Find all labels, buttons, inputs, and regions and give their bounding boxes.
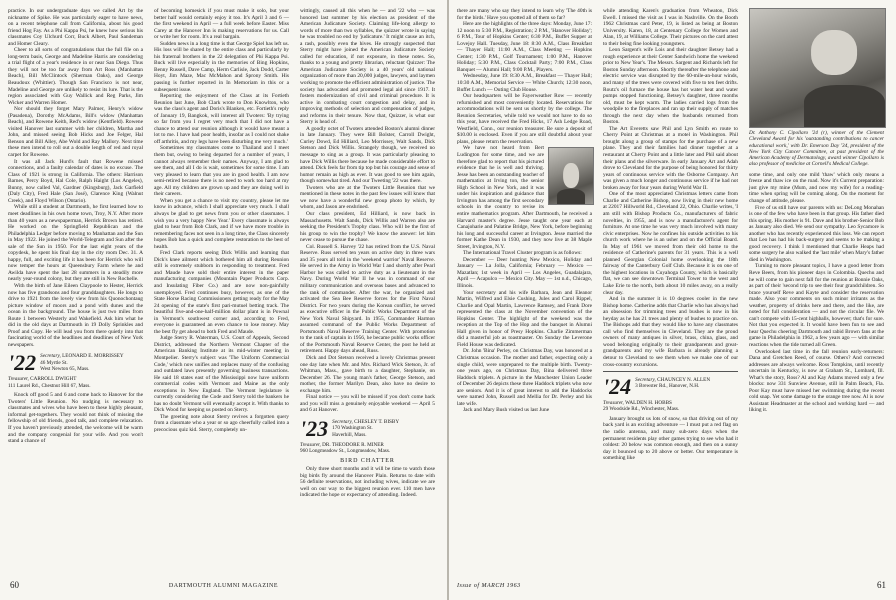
magazine-title: DARTMOUTH ALUMNI MAGAZINE <box>168 583 279 589</box>
left-page <box>0 0 447 600</box>
paragraph: A goodly octet of Twoters attended Boston's alumni dinner in late January. They were Bill Bolster, Carroll Dwight, Curley Dowd, Ed Hilliard, Leo Morrissey, Walt Sands, Dick Stetson and Dick Willis. Strangely though, we received no message to sing as a group. It was particularly pleasing to have Dick Willis there because he made considerable effort to attend. Dick feels far from tip top but his courage and sense of humor remain as high as ever. It was good to see him again, though somewhat tired. And our Tweeting '22 was there. <box>300 125 435 185</box>
paragraph: The Art Everetts saw Phil and Lyn Smith en route to Cherry Point at Christmas at a motel in Washington. Phil brought along a group of stamps for the purchase of a new plane. They and their families had dinner together at a restaurant at Cherry Point and a little later and Phil said about their plans and the silverware. In early January Art and Adah drove to Cleveland for the purpose of being honored for thirty years of continuous service with the Osborne Company. Art was given a much longer and continuous service if he had not broken away for four years during World War II. <box>603 125 738 191</box>
paragraph: Leon Sargent's wife Lois and their daughter Betsey had a rough experience at their Center Sandwich home the weekend prior to New Year's. The Messrs. Sargent and Richards left for Boston Sunday afternoon. Shortly thereafter the telephone and electric service was disrupted by the 60-mile-an-hour winds, and many of the trees were covered with five to ten feet drifts. Routz's oil furnace the house has hot water heat and water pumps stopped functioning. Betsey's daughter, three months old, must be kept warm. The ladies carried logs from the woodpile to the fireplaces and ran up their supply of matches through the next day when the husbands returned from Boston. <box>603 47 738 126</box>
treasurer-name: WALDEN H. HOBBS <box>625 400 672 407</box>
left-column-3 <box>300 8 435 499</box>
treasurer-address: 111 Laurel Rd., Chestnut Hill 67, Mass. <box>8 382 91 389</box>
class-year-number: '22 <box>8 350 37 376</box>
paragraph: Our class president, Ed Hilliard, is now back in Massachusetts. Walt Sands, Dick Willis and Warren also are seeking the President's Trophy class. Who will be the first of his group to win the trophy? We know the answer: let him never cease to pursue the chase. <box>300 210 435 244</box>
left-column-1 <box>8 8 143 445</box>
photo-person-face <box>811 30 857 75</box>
right-page-footer <box>449 576 896 590</box>
class-officers <box>332 419 399 438</box>
secretary-name: CHESLEY T. BISBY <box>354 418 400 425</box>
treasurer-address: 960 Longmeadow St., Longmeadow, Mass. <box>300 448 391 455</box>
paragraph: The greeting note about Sterry revives a forgotten query from a classmate who a year or so ago cheerfully called into a precocious quiz kid. Sterry, completely un- <box>154 413 289 433</box>
left-column-2 <box>154 8 289 434</box>
paragraph: December — Deer hunting New Mexico, Holiday and January — La Jolla, California; February — Mexico — Mazatlan; 1st week in April — Los Angeles, Guadalajara, April — Acapulco — Mexico City. May — 1st n.d., Chicago, Illinois. <box>457 256 592 289</box>
issue-title: Issue of MARCH 1963 <box>457 583 521 589</box>
photo-person-body <box>804 85 885 127</box>
paragraph: One of the most appreciated Christmas letters came from Charlie and Catherine Bishop, now living in their new home at 22017 Hillworld Rd., Cleveland 22, Ohio. Charlie writes, 'I am still with Bishop Products Co., manufacturers of fabric novelties, in 1955, and is now a manufacturer's agent for furniture. At one time he was very much involved with many civic enterprises. Now he confines his outside activities to his church work where he is an usher and on the Official Board. In May of 1961 we moved from their old home to the residence of Catherine's parents for 31 years. This is a well planned Georgian Colonial home overlooking the 18th fairway of the Canterbury Golf Club. Because it is on one of the highest locations in Cuyahoga County, which is basically flat, we can see downtown Terminal Tower to the west and Lake Erie to the north, both about 10 miles away, on a really clear day. <box>603 191 738 296</box>
paragraph: With the birth of Jane Eileen Claypoole to Hester, Herrick now has five grandsons and four granddaughters. He longs to drive to 1921 from the lovely view from his Quonochontaug picture window of moors and a pond with dunes and the ocean in the background. The house is just two miles from Route 1 between Westerly and Wakefield. Ask him what he did in the old days at Dartmouth in 19 Dolly Sprinkles and Proof and Copy. He will lead you from there quietly into that fascinating world of the headlines and deadlines of New York newspapers. <box>8 282 143 348</box>
section-subheading: BIRD CHATTER <box>340 457 395 464</box>
right-page <box>449 0 896 600</box>
section-divider <box>603 371 738 372</box>
paragraph: Knock off good 5 and 6 and come back to Hanover for the Twoters' Little Reunion. No nudging is necessary to classmates and wives who have been to these highly pleasant, informal get-togethers. They would not think of missing the fellowship of old friends, good talk, and complete relaxation. If you haven't previously attended, the welcome will be warm and the company congenial for your wife. And you won't stand a chance of <box>8 392 143 445</box>
right-column-1 <box>457 8 592 414</box>
page-number: 60 <box>10 580 19 590</box>
secretary-label: Secretary, <box>40 353 61 360</box>
class-1924-header <box>603 374 738 400</box>
secretary-label: Secretary, <box>332 418 353 425</box>
paragraph: wittingly, caused all this when he — and '22 who — was honored last summer by his election as president of the American Judicature Society. Claiming life-long allergy to words of more than two syllables, the quizzer wrote in saying he was troubled no end by 'judicature.' It might cause an itch, a rash, possibly even the hives. He strongly suspected that Sterry might have joined the American Judicature Society called for education, if not exposure, in these notes. So, thanks to a young and pretty librarian, reluctant Quizzer: The American Judicature Society is a 40 years' old national organization of more than 20,000 judges, lawyers, and laymen working to promote the efficient administration of justice. The society has advocated and promoted legal aid since 1917. It fosters modernization of civil and criminal procedure. It is active in combating court congestion and delay, and in improving methods of selection and compensation of judges, and reforms in their tenure. Now that, Quizzer, is what our Sterry is head of. <box>300 8 435 126</box>
paragraph: Dr. John 'Bina' Perley, on Christmas Day, was honored at a Christmas occasion. The mother and father, expecting only a single child, were unprepared to the multiple birth. Twenty-one years ago, on Christmas Day, Bina delivered three Haddock triplets. A picture in the Manchester Union Leader of December 26 depicts these three Haddock triplets who now are seniors. And it is of great interest to add the Haddocks were named John, Russell and Mellia for Dr. Perley and his late wife. <box>457 348 592 407</box>
paragraph: Turning to more pleasant topics, I have a good letter from Reve Beers, from his pioneer days in Colombia. Quechu and he will come to gain next fall for the reunion at Bonnie Oaks, as part of their 'second trip to see their four grandchildren. So brace yourself Reve and Kayte and consider the reservation made. Also your comments on such minor irritants as the weather, property of drinks here and there, and the like, are noted for full consideration — and not the circular file. We can't compete with 15-cent highballs, however; that's for sure. Not that you expected it. It would have been fun to see and hear Quechu cheering Dartmouth and rabid Brown fans at the game in Philadelphia in 1962, a few years ago — with similar reactions when the tide turned all Green. <box>749 263 884 348</box>
paragraph: some time, and only one mild 'thaw' which only means a freeze and thaw ice on the road. Now it's Current preparation: just give my mine (Mum, and now my wife) for a reading-time when spring will be coming along. On the moment for change of attitude, please. <box>749 171 884 204</box>
secretary-city: West Newton 65, Mass. <box>40 366 90 373</box>
class-1923-header <box>300 415 435 441</box>
paragraph: Our headquarters will be Fayerweather Row — recently refurnished and most conveniently located. Reservations for accommodations will be sent us shortly by the college. The Reunion Secretaries, while told we would not have to do so this year, have received the Fred Hicks, 17 Ash Ledge Road, Westfield, Conn., our reunion treasurer. Be sure a deposit of $10.00 is enclosed. Even if you are still doubtful about your plans, please return the reservation. <box>457 93 592 145</box>
class-officers <box>635 377 710 390</box>
class-year-number: '23 <box>300 415 329 441</box>
secretary-address: 3 Brewster Rd., Hanover, N.H. <box>635 383 700 390</box>
treasurer-label: Treasurer, <box>8 376 29 383</box>
paragraph: Jack and Mary Bush visited us last June <box>463 407 550 414</box>
secretary-address: 170 Washington St. <box>332 425 373 432</box>
secretary-name: CHAUNCEY N. ALLEN <box>657 377 711 384</box>
class-officers <box>40 353 124 372</box>
secretary-city: Haverhill, Mass. <box>332 431 367 438</box>
paragraph: Wednesday, June 19: 8:30 A.M., Breakfast — Thayer Hall; 10:30 A.M., Memorial Service — White Church; 12:30 noon, Buffet Lunch — Outing Club House. <box>457 73 592 93</box>
paragraph: Your secretary and his wife Barbara, Jean and Eleanor Martin, Wilfred and Elsie Cushing, Jules and Carol Rippel, Charlie and Opal Martin, Lawrence Ramsey, and Frank Dore represented the class at the November convention of the Hopkins Center. The highlight of the weekend was the reception at the Top of the Hop and the banquet in Alumni Hall given in honor of Presy Hopkins. Charlie Zimmerman did a masterful job as toastmaster. On Sunday the Leverone Field House was dedicated. <box>457 289 592 348</box>
paragraph: Five of us still have our parents with us: DeLong Monahan is one of the few who have been in that group. His father died this spring. His mother is 91. Dave and his brother-Senior Bob as January also died. We send our sympathy. Leo Sycamore is another who has recently experienced this loss. We can report that Leo has had his back-surgery and seems to be making a good recovery. I think I mentioned that Charlie Heaps had some surgery he also walked the 'last mile' when Mary's father died in Washington. <box>749 204 884 263</box>
paragraph: Dick and Dot Stetson received a lovely Christmas present one day late when Mr. and Mrs. Richard Wick Stetson, Jr. of Whitman, Mass., gave birth to a daughter, Stephanie, on December 26. The young man's father, George Stetson, and mother, the former Marilyn Dean, also have no desire to exchange him. <box>300 354 435 394</box>
secretary-address: 46 Myrtle St. <box>40 359 68 366</box>
portrait-shoulders <box>557 189 585 205</box>
paragraph: When you get a chance to visit my country, please let me know in advance, which I shall appreciate very much. I shall always be glad to get news from you or other classmates. I wish you a very happy New Year.' Every classmate is always glad to hear from Bob Clark, and if we have more trouble in remembering faces not seen in a long time, the Class sincerely hopes Bob has a quick and complete restoration to the best of health. <box>154 197 289 250</box>
class-treasurer <box>300 442 435 455</box>
paragraph: And in the summer it is 10 degrees cooler in the new Bishop home. Catherine adds that Charlie who has always had an obsession for trimming trees and bushes is now in his heyday as he has 21 trees and plenty of bushes to practice on. The Bishops add that they would like to have any classmates call who find themselves in Cleveland. They are the proud owners of many antiques in silver, brass, china, glass, and wood belonging originally to their grandparents and great-grandparents and my wife Barbara is already planning a detour to Cleveland to see them when we make one of our cross-country excursions. <box>603 296 738 368</box>
paragraph: while attending Karen's graduation from Wheaton, Dick Ewell. I missed the visit as I was in Nashville. On the Booth 1962 Christmas card Peter, 19, is listed as being at Boston University. Karen, 18, at Centenary College for Women and Alan, 19, at Williams College. Their pictures on the card attest to their being fine looking youngsters. <box>603 8 738 47</box>
class-treasurer <box>603 400 738 413</box>
paragraph: Cheer to all sorts of congratulations that the full file on a long-term basis, George and Madeline Harris are considering a trial flight of a year's residence in or near San Diego. Thus they will not be too far away from Art Ross (Manhattan Beach), Bill McClintock (Sherman Oaks), and George Beaudoux (Whittier). Though San Francisco is not near, Madeline and George are unlikely to resist its lure. That is the region associated with Guy Wallick and Reg Parks, Jim Wicker and Warren Homer. <box>8 47 143 106</box>
paragraph: January brought us lots of snow, so that driving out of my back yard is an exciting adventure — I must put a red flag on the radio antenna, and many sub-zero days when the permanent residents play other games trying to see who had it coldest: 20 below was common enough, and then on a sunny day it bounced up to 20 above or better. Our temperature is something like <box>603 415 738 462</box>
paragraph: Sudden news in a long time is that George Spiel has left us. His loss will be shared by the entire class and particularly by his fraternal brothers in the 22 delegation of Phi Kappa Psi. Buck will live especially in the memories of Bing Hopkins, Benny Russell, Dave Camp, Herm Carlisle, Jack Dodd, Carter Hoyt, Jim Maze, Mac McMahon and Sprony Smith. His passing is further reported in In Memoriam in this or a subsequent issue. <box>154 40 289 93</box>
paragraph: Judge Sterry R. Waterman, U.S. Court of Appeals, Second District, addressed the Northern Vermont Chapter of the American Banking Institute at its mid-winter meeting in Montpelier. Sterry's subject was 'The Uniform Commercial Code,' which now unifies and replaces many of the confusing and outdated laws presently governing business transactions. He said 18 states east of the Mississippi now have uniform commercial codes with Vermont and Maine as the only exceptions in New England. The Vermont legislature is currently considering the Code and Sterry told the bankers he has no doubt Vermont will eventually accept it. With thanks to Dick Wood for keeping us posted on Sterry. <box>154 335 289 414</box>
treasurer-name: DR. THEODORE R. MINER <box>322 441 384 448</box>
award-photo <box>749 8 886 128</box>
class-year-number: '24 <box>603 374 632 400</box>
left-page-footer <box>0 576 447 590</box>
paragraph: Final notice — you will be missed if you don't come back and you will miss a genuinely enjoyable weekend — April 5 and 6 at Hanover. <box>300 394 435 414</box>
paragraph: Here are the highlights of the three days: Monday, June 17: 12 noon to 5:30 P.M., Registration; 2 P.M., 'Hanover Holiday'; 6 P.M., Tour of Hopkins Center; 6:30 P.M., Buffet Supper at Lovejoy Hall. Tuesday, June 18: 8:30 A.M., Class Breakfast — Thayer Hall; 11:00 A.M., Class Meeting — Hopkins Center; 1:30 P.M., Golf Tournament; 1:00 P.M., Hanover Holiday; 5:30 P.M., Class Cocktail Party; 7:00 P.M., Class Banquet — Alumni Hall; 9:00 P.M., Players. <box>457 21 592 73</box>
paragraph: While still a student at Dartmouth, he first learned how to meet deadlines in his own home town, Troy, N.Y. After more than 40 years as a newspaperman, Herrick Brown has retired. He worked on the Springfield Republican and the Philadelphia Ledger before moving to Manhattan and the Sun in May 1922. He joined the World-Telegram and Sun after the sale of the Sun in 1950. For the last eight years of the copydesk, he spent his final day in the city room Dec. 31. A happy, full, and exciting life it has been for Herrick who will now temper the hours at Queensbury Farm where he and Awilda have spent the last 28 summers in a steadily more nearly year-round colony, but they are still in New Rochelle. <box>8 204 143 283</box>
paragraph: of becoming homesick if you must make it solo, but your better half would certainly enjoy it too. It's April 3 and 6 — the first weekend in April — a full week before Easter. Miss Carey at the Hanover Inn is making reservations for us. Call or write her for room. It's a real bargain. <box>154 8 289 41</box>
treasurer-address: 29 Woodside Rd., Winchester, Mass. <box>603 406 680 413</box>
paragraph: We have not heard from Bert Ludington for some time, and we are therefore glad to report that his pictured evidence that he is well and thriving. Jesse has been an outstanding teacher of mathematics at Irving ton, the senior High School in New York, and it was under his inspiration and guidance that Irvington has among the first secondary schools in the country to revise its entire mathematics program. After Dartmouth, he received a Harvard master's degree. Jesse taught one year each at Canajoharie and Palatine Bridge, New York, before beginning his long and successful career at Irvington. Jesse married the former Kathe Dean in 1930, and they now live at 38 Maple Street, Irvington, N.Y. <box>457 145 592 250</box>
right-column-3 <box>749 8 884 414</box>
secretary-name: LEONARD E. MORRISSEY <box>62 353 124 360</box>
paragraph: practice. In our undergraduate days we called Art by the nickname of Spike. He was particularly eager to have news, on a recent telephone call from California, about his good friend Hog Fay. As a Phi Kappa Psi, he knew how serious his classmates Coy Ulchurd Corr, Buck Albert, Paul Sandeman and Homer Cleary. <box>8 8 143 47</box>
paragraph: Nor should they forget Mary Palmer, Henry's widow (Pasadena), Dorothy McAdams, Bill's widow (Manhattan Beach), and Rowene Keith, Red's widow (Kentfield). Rowene visited Hanover last summer with her children, Martha and John, and missed seeing Bob Hicks and Joe Felger, Hal Benson and Bill Alley, Abe Wold and Ray Mallory. Next time these men intend to roll out a double length of red and royal carpet for Rowene. <box>8 106 143 159</box>
paragraph: Overlooked last time in the fall reunion early-returners: Dana and Gretchen Reed, of course. Others? And corrected addresses are always welcome. Ross Tompkins, until recently uncertain in Kentucky, is now at Graham St., Lombard, Ill. What's the story, Ross? Al and Kay Adams moved only a few blocks: now 331 Sunview Avenue, still in Palm Beach, Fla. Poor Kay must have missed her swimming during the recent cold snap. Yet some damage to the orange tree now. Al is now Assistant Headmaster at the school and working hard — and liking it. <box>749 348 884 414</box>
paragraph: Only three short months and it will be time to watch those big birds fly around the Hanover Plain. Returns to date with 56 definite reservations, not including wives, indicate we are well on our way to the biggest reunion ever. 110 men have indicated the hope or expectancy of attending. Indeed. <box>300 466 435 499</box>
paragraph: there are many who say they intend to learn why 'The 40th is for the birds.' Have you spotted all of them so far? <box>457 8 592 21</box>
class-treasurer <box>8 376 143 389</box>
secretary-label: Secretary, <box>635 377 656 384</box>
treasurer-label: Treasurer, <box>300 441 321 448</box>
portrait-photo <box>548 147 592 203</box>
paragraph: Reporting the enjoyment of the Class at its Fortieth Reunion last June, Bob Clark wrote to Don Knowlton, who was the class's agent and Doris's Blanken, etc. Fortieth's reply of January 19, Bangkok, will interest all Twoters: 'By trying so far from you I regret very much that I did not have a chance to attend our reunion although it would have meant a lot to me. I have had poor health, insofar as I could not shake off arthritis, and my legs have been disturbing me very much.' <box>154 93 289 145</box>
portrait-face <box>563 163 579 188</box>
paragraph: Fred Clark reports seeing Dick Willis and learning that Dick's knee ailment which bothered him all during Reunion still is extremely stubborn in responding to treatment. Fred and Maude have sold their entire interest in the paper manufacturing companies (Mountain Paper Products Corp. and Insulating Fiber Co.) and are now non-gainfully unemployed. Fred continues busy, however, as one of the State Horse Racing Commissioners getting ready for the May 24 opening of the state's first pari-mutuel betting track. The beautiful five-and-one-half-million dollar plant is in Pownal in Vermont's southwest corner and, according to Fred, everyone is guaranteed an even chance to lose money. May the best fly get ahead to both Fred and Maude. <box>154 250 289 335</box>
paragraph: Col. Russell S. Harvey '22 has retired from the U.S. Naval Reserve. Russ served ten years on active duty in three wars and 35 years all told in the 'weekend warrior' Naval Reserve. He served in the Army in World War I and shortly after Pearl Harbor he was called to active duty as a lieutenant in the Navy. During World War II he was in command of our military communication and overseas bases and advanced to the rank of commander. After the war, he organized and activated the Sea Bee Reserve forces for the First Naval District. For two years during the Korean conflict, he served as executive officer in the Public Works Department of the New York Naval Shipyard. In 1955, Commander Harmon assumed command of the Public Works Department of Portsmouth Naval Reserve Training Center. With promotion to the rank of captain in 1956, he became public works officer of the Portsmouth Naval Reserve Center, the post he held at retirement. Happy days ahead, Russ. <box>300 243 435 355</box>
right-column-2 <box>603 8 738 462</box>
paragraph: Sometimes my classmates come to Thailand and I meet them but, owing to being departed for a number of years, I cannot always remember their names. Anyway, I am glad to see them, and all I do is wait, sometimes for some time. I am very pleased to learn that you are in good health. I am now semi-retired because there is no need to work too hard at my age. All my children are grown up and they are doing well in their careers. <box>154 145 289 198</box>
treasurer-label: Treasurer, <box>603 400 624 407</box>
paragraph: Twoters who are at the Twoters Little Reunion that we mentioned in these notes in the past few issues will know that we now have a wonderful new group photo by which, by whom, and Jason are enshrined. <box>300 184 435 211</box>
page-number: 61 <box>877 580 886 590</box>
portrait-image <box>548 147 594 205</box>
paragraph: The International Travel Cluster program is as follows: <box>463 250 582 257</box>
photo-caption: Dr. Anthony C. Cipollaro '24 (r), winner of the Clement Cleveland Award for his 'outstanding contributions to cancer educational work,' with Dr. Emerson Day '34, president of the New York City Cancer Committee, at past president of the American Academy of Dermatology, award winner Cipollaro is also professor of medicine at Cornell's Medical College. <box>749 130 884 168</box>
paragraph: It was all Jack Hurd's fault that Rowene missed connections, and a faulty calendar of dates is no excuse. The Class of 1921 is strong in California. The others: Harrison Barnes, Percy Boyd, Hal Cole, Ralph Haight (Los Angeles), Bunny, now called Val, Gardner (Kingsburg), Jack Garfield (Daly City), Fred Hale (San José), Clarence King (Walnut Creek), and Floyd Wilson (Ontario). <box>8 158 143 204</box>
class-1922-header <box>8 350 143 376</box>
treasurer-name: CARROLL DWIGHT <box>30 376 77 383</box>
